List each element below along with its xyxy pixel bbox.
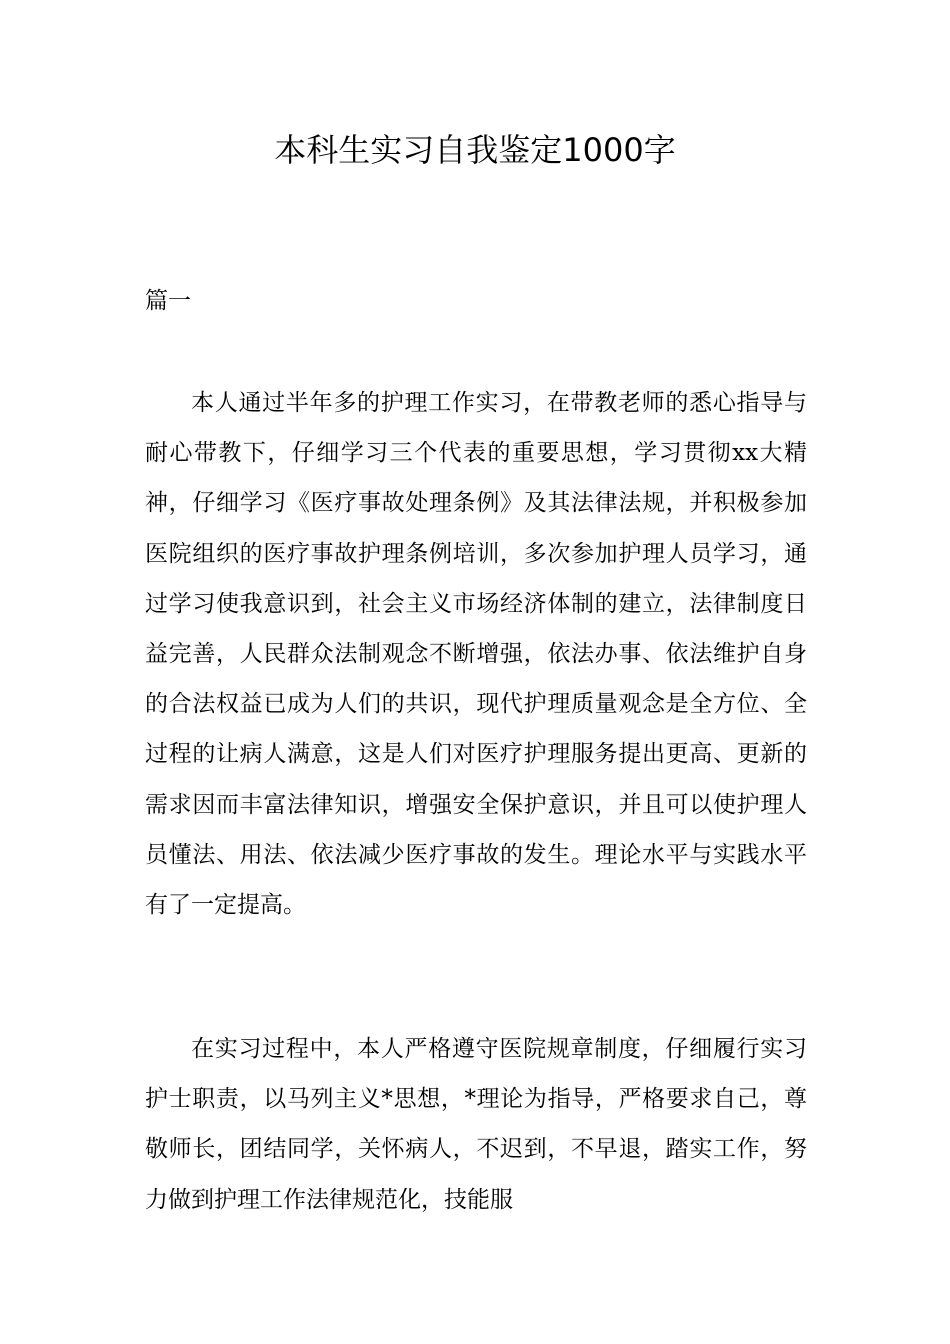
paragraph-2: 在实习过程中，本人严格遵守医院规章制度，仔细履行实习护士职责，以马列主义*思想，*理论为指导，严格要求自己，尊敬师长，团结同学，关怀病人，不迟到，不早退，踏实工作，努力做到护理工作法律规范化，技能服 xyxy=(145,1036,807,1213)
section-heading: 篇一 xyxy=(145,288,191,314)
document-title: 本科生实习自我鉴定1000字 xyxy=(274,131,676,169)
paragraph-1: 本人通过半年多的护理工作实习，在带教老师的悉心指导与耐心带教下，仔细学习三个代表的重要思想，学习贯彻xx大精神，仔细学习《医疗事故处理条例》及其法律法规，并积极参加医院组织的医疗事故护理条例培训，多次参加护理人员学习，通过学习使我意识到，社会主义市场经济体制的建立，法律制度日益完善，人民群众法制观念不断增强，依法办事、依法维护自身的合法权益已成为人们的共识，现代护理质量观念是全方位、全过程的让病人满意，这是人们对医疗护理服务提出更高、更新的需求因而丰富法律知识，增强安全保护意识，并且可以使护理人员懂法、用法、依法减少医疗事故的发生。理论水平与实践水平有了一定提高。 xyxy=(145,390,807,919)
